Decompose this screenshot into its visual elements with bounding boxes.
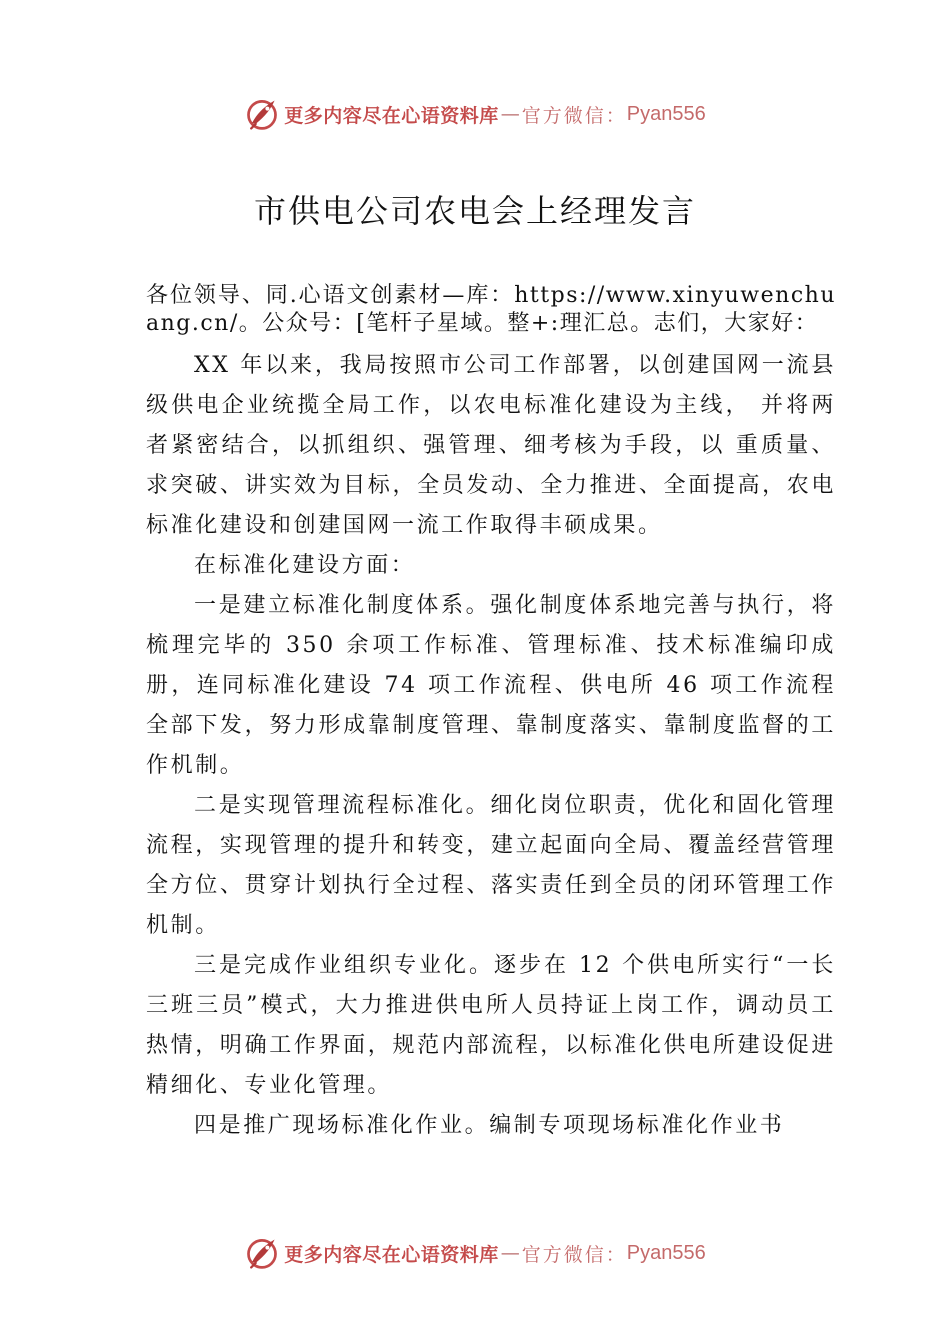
- salutation: 各位领导、同.心语文创素材—库：https://www.xinyuwenchuang.cn/。公众号：[笔杆子星域。整+:理汇总。志们，大家好：: [146, 283, 836, 336]
- document-body: [146, 282, 836, 1146]
- paragraph: 在标准化建设方面：: [194, 553, 416, 578]
- banner-promo-text: 更多内容尽在心语资料库: [284, 1243, 499, 1266]
- document-title: 市供电公司农电会上经理发言: [253, 192, 696, 230]
- footer-banner: [0, 1231, 950, 1275]
- banner-promo-text: 更多内容尽在心语资料库: [284, 104, 499, 127]
- quill-pen-logo-icon: [244, 96, 280, 132]
- paragraph: XX 年以来，我局按照市公司工作部署，以创建国网一流县级供电企业统揽全局工作，以农电标准化建设为主线， 并将两者紧密结合，以抓组织、强管理、细考核为手段，以 重质量、求突破、讲实效为目标，全员发动、全力推进、全面提高，农电标准化建设和创建国网一流工作取得丰硕成果。: [146, 353, 836, 538]
- banner-wechat-id: Pyan556: [626, 102, 706, 125]
- banner-wechat-id: Pyan556: [626, 1241, 706, 1264]
- paragraph: 二是实现管理流程标准化。细化岗位职责，优化和固化管理流程，实现管理的提升和转变，建立起面向全局、覆盖经营管理全方位、贯穿计划执行全过程、落实责任到全员的闭环管理工作机制。: [146, 793, 836, 938]
- paragraph: 四是推广现场标准化作业。编制专项现场标准化作业书: [194, 1113, 785, 1138]
- paragraph: 三是完成作业组织专业化。逐步在 12 个供电所实行“一长三班三员”模式，大力推进供电所人员持证上岗工作，调动员工热情，明确工作界面，规范内部流程，以标准化供电所建设促进精细化、专业化管理。: [146, 953, 836, 1098]
- banner-wechat-label: 官方微信：: [521, 104, 627, 127]
- banner-dash: —: [500, 103, 520, 125]
- quill-pen-logo-icon: [244, 1235, 280, 1271]
- header-banner: [0, 92, 950, 136]
- banner-wechat-label: 官方微信：: [521, 1243, 627, 1266]
- banner-dash: —: [500, 1242, 520, 1264]
- paragraph: 一是建立标准化制度体系。强化制度体系地完善与执行，将梳理完毕的 350 余项工作标准、管理标准、技术标准编印成册，连同标准化建设 74 项工作流程、供电所 46 项工作流程全部下发，努力形成靠制度管理、靠制度落实、靠制度监督的工作机制。: [146, 593, 836, 778]
